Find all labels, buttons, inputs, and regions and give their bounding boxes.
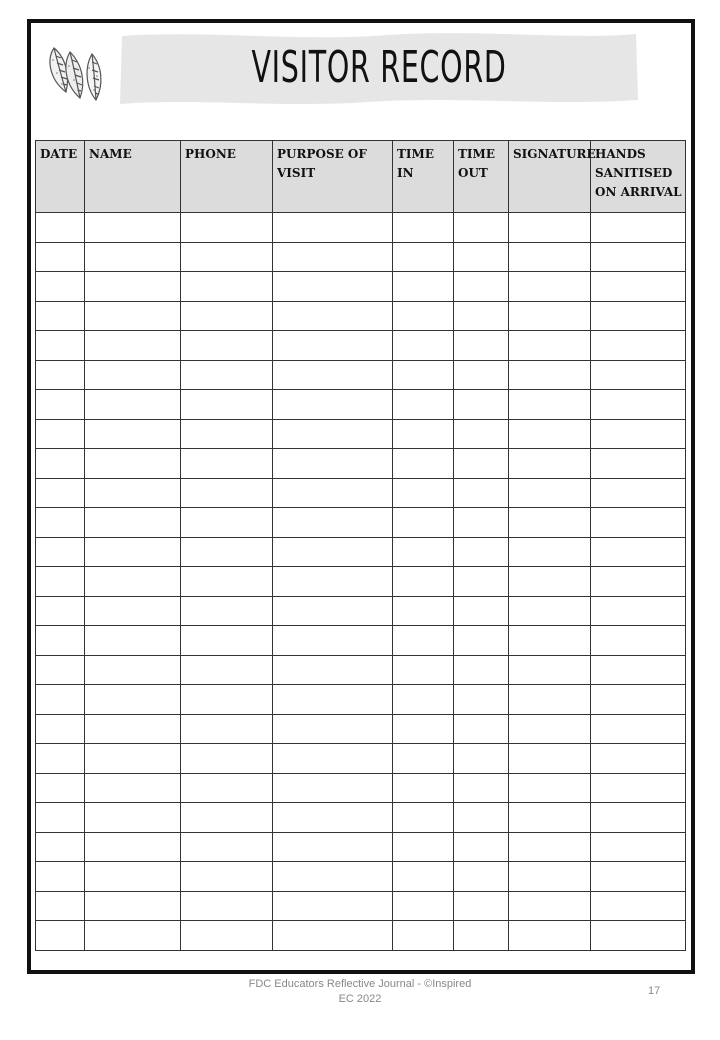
cell-date[interactable] xyxy=(36,744,85,774)
page-number: 17 xyxy=(648,985,661,997)
cell-signature[interactable] xyxy=(509,803,591,833)
cell-name[interactable] xyxy=(85,685,181,715)
cell-signature[interactable] xyxy=(509,213,591,243)
cell-purpose[interactable] xyxy=(273,301,393,331)
cell-name[interactable] xyxy=(85,655,181,685)
cell-signature[interactable] xyxy=(509,714,591,744)
cell-date[interactable] xyxy=(36,331,85,361)
cell-hands-sanitised[interactable] xyxy=(591,832,686,862)
cell-name[interactable] xyxy=(85,832,181,862)
cell-signature[interactable] xyxy=(509,331,591,361)
cell-time-in[interactable] xyxy=(393,891,454,921)
table-row xyxy=(36,803,686,833)
cell-purpose[interactable] xyxy=(273,567,393,597)
cell-phone[interactable] xyxy=(181,419,273,449)
cell-signature[interactable] xyxy=(509,626,591,656)
cell-time-out[interactable] xyxy=(454,596,509,626)
cell-phone[interactable] xyxy=(181,508,273,538)
cell-time-in[interactable] xyxy=(393,773,454,803)
cell-time-in[interactable] xyxy=(393,803,454,833)
cell-purpose[interactable] xyxy=(273,862,393,892)
cell-phone[interactable] xyxy=(181,596,273,626)
cell-signature[interactable] xyxy=(509,862,591,892)
cell-phone[interactable] xyxy=(181,213,273,243)
cell-time-in[interactable] xyxy=(393,655,454,685)
table-row xyxy=(36,419,686,449)
cell-signature[interactable] xyxy=(509,478,591,508)
cell-hands-sanitised[interactable] xyxy=(591,419,686,449)
cell-name[interactable] xyxy=(85,714,181,744)
cell-name[interactable] xyxy=(85,803,181,833)
cell-signature[interactable] xyxy=(509,537,591,567)
cell-time-out[interactable] xyxy=(454,891,509,921)
column-header-purpose: PURPOSE OF VISIT xyxy=(273,141,393,213)
cell-phone[interactable] xyxy=(181,331,273,361)
cell-purpose[interactable] xyxy=(273,390,393,420)
cell-date[interactable] xyxy=(36,626,85,656)
cell-phone[interactable] xyxy=(181,714,273,744)
cell-time-in[interactable] xyxy=(393,272,454,302)
cell-purpose[interactable] xyxy=(273,655,393,685)
column-header-signature: SIGNATURE xyxy=(509,141,591,213)
cell-date[interactable] xyxy=(36,596,85,626)
cell-time-in[interactable] xyxy=(393,419,454,449)
cell-hands-sanitised[interactable] xyxy=(591,537,686,567)
table-row xyxy=(36,567,686,597)
cell-hands-sanitised[interactable] xyxy=(591,567,686,597)
cell-hands-sanitised[interactable] xyxy=(591,891,686,921)
cell-date[interactable] xyxy=(36,567,85,597)
cell-hands-sanitised[interactable] xyxy=(591,360,686,390)
cell-name[interactable] xyxy=(85,567,181,597)
cell-date[interactable] xyxy=(36,213,85,243)
cell-signature[interactable] xyxy=(509,891,591,921)
cell-phone[interactable] xyxy=(181,832,273,862)
cell-purpose[interactable] xyxy=(273,242,393,272)
column-header-hands-sanitised: HANDS SANITISED ON ARRIVAL xyxy=(591,141,686,213)
cell-name[interactable] xyxy=(85,921,181,951)
cell-purpose[interactable] xyxy=(273,921,393,951)
table-row xyxy=(36,596,686,626)
cell-time-out[interactable] xyxy=(454,478,509,508)
cell-signature[interactable] xyxy=(509,685,591,715)
cell-purpose[interactable] xyxy=(273,360,393,390)
cell-signature[interactable] xyxy=(509,596,591,626)
table-row xyxy=(36,655,686,685)
cell-name[interactable] xyxy=(85,537,181,567)
cell-time-out[interactable] xyxy=(454,213,509,243)
cell-date[interactable] xyxy=(36,891,85,921)
cell-phone[interactable] xyxy=(181,773,273,803)
cell-time-out[interactable] xyxy=(454,832,509,862)
table-row xyxy=(36,331,686,361)
cell-phone[interactable] xyxy=(181,655,273,685)
cell-name[interactable] xyxy=(85,508,181,538)
cell-hands-sanitised[interactable] xyxy=(591,478,686,508)
cell-hands-sanitised[interactable] xyxy=(591,449,686,479)
cell-signature[interactable] xyxy=(509,360,591,390)
cell-hands-sanitised[interactable] xyxy=(591,390,686,420)
cell-date[interactable] xyxy=(36,714,85,744)
cell-phone[interactable] xyxy=(181,242,273,272)
cell-date[interactable] xyxy=(36,921,85,951)
cell-purpose[interactable] xyxy=(273,803,393,833)
cell-time-out[interactable] xyxy=(454,685,509,715)
cell-purpose[interactable] xyxy=(273,213,393,243)
cell-phone[interactable] xyxy=(181,862,273,892)
cell-time-out[interactable] xyxy=(454,331,509,361)
cell-hands-sanitised[interactable] xyxy=(591,921,686,951)
cell-time-out[interactable] xyxy=(454,301,509,331)
table-body xyxy=(36,213,686,951)
cell-time-in[interactable] xyxy=(393,213,454,243)
table-row xyxy=(36,449,686,479)
cell-signature[interactable] xyxy=(509,242,591,272)
cell-hands-sanitised[interactable] xyxy=(591,626,686,656)
cell-purpose[interactable] xyxy=(273,537,393,567)
cell-name[interactable] xyxy=(85,242,181,272)
table-row xyxy=(36,242,686,272)
table-row xyxy=(36,360,686,390)
cell-hands-sanitised[interactable] xyxy=(591,213,686,243)
cell-signature[interactable] xyxy=(509,390,591,420)
cell-date[interactable] xyxy=(36,449,85,479)
cell-signature[interactable] xyxy=(509,744,591,774)
column-header-time-in: TIME IN xyxy=(393,141,454,213)
cell-purpose[interactable] xyxy=(273,419,393,449)
cell-hands-sanitised[interactable] xyxy=(591,744,686,774)
cell-name[interactable] xyxy=(85,891,181,921)
cell-time-out[interactable] xyxy=(454,744,509,774)
cell-signature[interactable] xyxy=(509,272,591,302)
cell-signature[interactable] xyxy=(509,655,591,685)
table-row xyxy=(36,626,686,656)
cell-date[interactable] xyxy=(36,478,85,508)
cell-phone[interactable] xyxy=(181,390,273,420)
cell-name[interactable] xyxy=(85,272,181,302)
table-row xyxy=(36,921,686,951)
cell-name[interactable] xyxy=(85,862,181,892)
cell-purpose[interactable] xyxy=(273,832,393,862)
table-row xyxy=(36,891,686,921)
cell-name[interactable] xyxy=(85,596,181,626)
column-header-name: NAME xyxy=(85,141,181,213)
leaves-icon xyxy=(44,40,110,106)
cell-date[interactable] xyxy=(36,803,85,833)
cell-purpose[interactable] xyxy=(273,508,393,538)
cell-time-in[interactable] xyxy=(393,862,454,892)
cell-time-in[interactable] xyxy=(393,567,454,597)
cell-phone[interactable] xyxy=(181,301,273,331)
page-title: VISITOR RECORD xyxy=(251,42,507,93)
table-row xyxy=(36,508,686,538)
cell-hands-sanitised[interactable] xyxy=(591,655,686,685)
cell-purpose[interactable] xyxy=(273,773,393,803)
cell-hands-sanitised[interactable] xyxy=(591,596,686,626)
cell-time-out[interactable] xyxy=(454,508,509,538)
table-row xyxy=(36,714,686,744)
cell-time-in[interactable] xyxy=(393,242,454,272)
cell-time-out[interactable] xyxy=(454,360,509,390)
column-header-time-out: TIME OUT xyxy=(454,141,509,213)
cell-phone[interactable] xyxy=(181,272,273,302)
cell-date[interactable] xyxy=(36,862,85,892)
cell-name[interactable] xyxy=(85,773,181,803)
cell-time-in[interactable] xyxy=(393,921,454,951)
cell-name[interactable] xyxy=(85,360,181,390)
cell-purpose[interactable] xyxy=(273,714,393,744)
cell-time-out[interactable] xyxy=(454,921,509,951)
cell-date[interactable] xyxy=(36,390,85,420)
cell-time-out[interactable] xyxy=(454,272,509,302)
cell-hands-sanitised[interactable] xyxy=(591,685,686,715)
cell-signature[interactable] xyxy=(509,773,591,803)
cell-date[interactable] xyxy=(36,685,85,715)
cell-signature[interactable] xyxy=(509,921,591,951)
cell-date[interactable] xyxy=(36,272,85,302)
cell-purpose[interactable] xyxy=(273,744,393,774)
cell-time-out[interactable] xyxy=(454,655,509,685)
cell-name[interactable] xyxy=(85,478,181,508)
cell-time-in[interactable] xyxy=(393,626,454,656)
cell-signature[interactable] xyxy=(509,508,591,538)
cell-time-in[interactable] xyxy=(393,596,454,626)
cell-date[interactable] xyxy=(36,655,85,685)
cell-phone[interactable] xyxy=(181,803,273,833)
cell-phone[interactable] xyxy=(181,567,273,597)
cell-signature[interactable] xyxy=(509,449,591,479)
cell-phone[interactable] xyxy=(181,449,273,479)
table-row xyxy=(36,478,686,508)
cell-purpose[interactable] xyxy=(273,626,393,656)
table-row xyxy=(36,213,686,243)
cell-time-out[interactable] xyxy=(454,449,509,479)
cell-phone[interactable] xyxy=(181,478,273,508)
cell-phone[interactable] xyxy=(181,360,273,390)
cell-date[interactable] xyxy=(36,419,85,449)
cell-purpose[interactable] xyxy=(273,272,393,302)
cell-phone[interactable] xyxy=(181,685,273,715)
cell-time-out[interactable] xyxy=(454,773,509,803)
cell-time-in[interactable] xyxy=(393,832,454,862)
cell-phone[interactable] xyxy=(181,891,273,921)
cell-time-in[interactable] xyxy=(393,714,454,744)
table-row xyxy=(36,744,686,774)
cell-name[interactable] xyxy=(85,419,181,449)
cell-phone[interactable] xyxy=(181,626,273,656)
cell-hands-sanitised[interactable] xyxy=(591,508,686,538)
cell-name[interactable] xyxy=(85,449,181,479)
cell-name[interactable] xyxy=(85,213,181,243)
cell-time-out[interactable] xyxy=(454,626,509,656)
cell-time-out[interactable] xyxy=(454,419,509,449)
cell-purpose[interactable] xyxy=(273,685,393,715)
cell-purpose[interactable] xyxy=(273,596,393,626)
cell-name[interactable] xyxy=(85,744,181,774)
cell-phone[interactable] xyxy=(181,537,273,567)
table-row xyxy=(36,832,686,862)
cell-time-in[interactable] xyxy=(393,744,454,774)
cell-signature[interactable] xyxy=(509,832,591,862)
cell-hands-sanitised[interactable] xyxy=(591,301,686,331)
cell-date[interactable] xyxy=(36,242,85,272)
cell-time-out[interactable] xyxy=(454,862,509,892)
cell-time-in[interactable] xyxy=(393,508,454,538)
cell-hands-sanitised[interactable] xyxy=(591,773,686,803)
cell-hands-sanitised[interactable] xyxy=(591,862,686,892)
cell-phone[interactable] xyxy=(181,744,273,774)
cell-hands-sanitised[interactable] xyxy=(591,803,686,833)
cell-time-in[interactable] xyxy=(393,449,454,479)
cell-date[interactable] xyxy=(36,508,85,538)
table-row xyxy=(36,773,686,803)
cell-phone[interactable] xyxy=(181,921,273,951)
cell-time-out[interactable] xyxy=(454,242,509,272)
cell-purpose[interactable] xyxy=(273,478,393,508)
cell-time-in[interactable] xyxy=(393,537,454,567)
cell-signature[interactable] xyxy=(509,419,591,449)
title-banner xyxy=(118,30,640,106)
table-row xyxy=(36,390,686,420)
cell-purpose[interactable] xyxy=(273,331,393,361)
cell-time-in[interactable] xyxy=(393,390,454,420)
cell-time-out[interactable] xyxy=(454,537,509,567)
cell-time-out[interactable] xyxy=(454,390,509,420)
cell-hands-sanitised[interactable] xyxy=(591,242,686,272)
table-row xyxy=(36,301,686,331)
cell-purpose[interactable] xyxy=(273,891,393,921)
cell-time-out[interactable] xyxy=(454,714,509,744)
table-row xyxy=(36,862,686,892)
cell-date[interactable] xyxy=(36,301,85,331)
cell-name[interactable] xyxy=(85,626,181,656)
cell-time-out[interactable] xyxy=(454,803,509,833)
cell-hands-sanitised[interactable] xyxy=(591,331,686,361)
cell-hands-sanitised[interactable] xyxy=(591,272,686,302)
cell-signature[interactable] xyxy=(509,567,591,597)
cell-time-in[interactable] xyxy=(393,360,454,390)
table-row xyxy=(36,685,686,715)
cell-time-out[interactable] xyxy=(454,567,509,597)
cell-time-in[interactable] xyxy=(393,478,454,508)
cell-time-in[interactable] xyxy=(393,301,454,331)
cell-date[interactable] xyxy=(36,832,85,862)
visitor-record-table xyxy=(35,140,686,951)
footer-text: FDC Educators Reflective Journal - ©Inspired EC 2022 xyxy=(248,978,472,1005)
column-header-phone: PHONE xyxy=(181,141,273,213)
cell-date[interactable] xyxy=(36,537,85,567)
cell-name[interactable] xyxy=(85,390,181,420)
cell-name[interactable] xyxy=(85,301,181,331)
cell-date[interactable] xyxy=(36,360,85,390)
table-header-row xyxy=(36,141,686,213)
cell-name[interactable] xyxy=(85,331,181,361)
table-row xyxy=(36,537,686,567)
cell-time-in[interactable] xyxy=(393,331,454,361)
cell-hands-sanitised[interactable] xyxy=(591,714,686,744)
cell-time-in[interactable] xyxy=(393,685,454,715)
cell-signature[interactable] xyxy=(509,301,591,331)
cell-date[interactable] xyxy=(36,773,85,803)
table-row xyxy=(36,272,686,302)
column-header-date: DATE xyxy=(36,141,85,213)
cell-purpose[interactable] xyxy=(273,449,393,479)
